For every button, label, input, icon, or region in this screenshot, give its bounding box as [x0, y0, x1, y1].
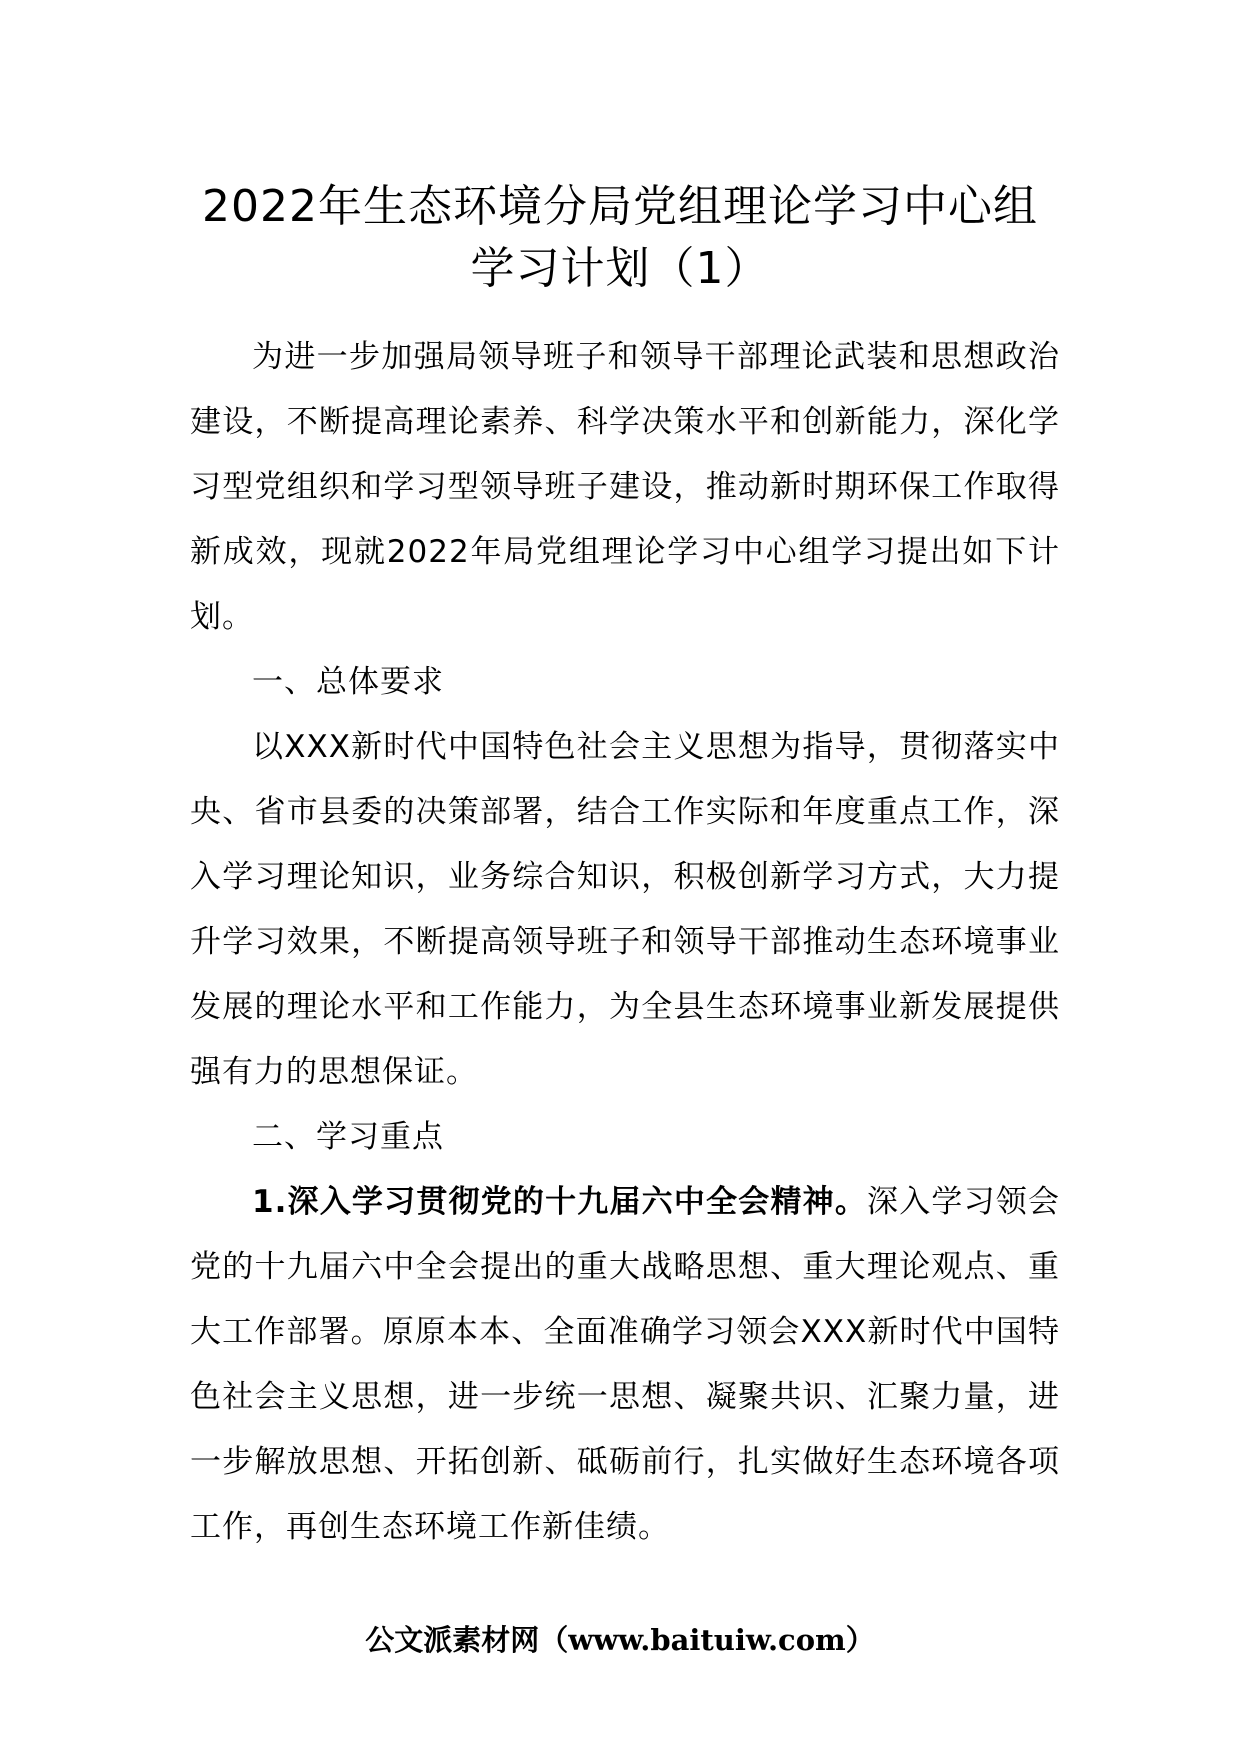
general-requirements-paragraph: 以XXX新时代中国特色社会主义思想为指导，贯彻落实中央、省市县委的决策部署，结合工作实际和年度重点工作，深入学习理论知识，业务综合知识，积极创新学习方式，大力提升学习效果，不断提高领导班子和领导干部推动生态环境事业发展的理论水平和工作能力，为全县生态环境事业新发展提供强有力的思想保证。	[190, 729, 1060, 1090]
title-line-1: 2022年生态环境分局党组理论学习中心组	[202, 181, 1038, 232]
intro-paragraph: 为进一步加强局领导班子和领导干部理论武装和思想政治建设，不断提高理论素养、科学决策水平和创新能力，深化学习型党组织和学习型领导班子建设，推动新时期环保工作取得新成效，现就2022年局党组理论学习中心组学习提出如下计划。	[190, 339, 1060, 635]
document-title	[150, 176, 1090, 300]
item-1-text: 深入学习领会党的十九届六中全会提出的重大战略思想、重大理论观点、重大工作部署。原原本本、全面准确学习领会XXX新时代中国特色社会主义思想，进一步统一思想、凝聚共识、汇聚力量，进一步解放思想、开拓创新、砥砺前行，扎实做好生态环境各项工作，再创生态环境工作新佳绩。	[190, 1184, 1060, 1545]
title-line-2: 学习计划（1）	[470, 243, 770, 294]
footer-watermark: 公文派素材网（www.baituiw.com）	[365, 1623, 875, 1657]
section-heading-general-requirements: 一、总体要求	[252, 664, 444, 700]
document-body	[190, 325, 1060, 1560]
study-focus-item-1	[190, 1170, 1060, 1560]
section-heading-study-focus: 二、学习重点	[252, 1119, 444, 1155]
item-1-lead: 1.深入学习贯彻党的十九届六中全会精神。	[252, 1184, 868, 1220]
